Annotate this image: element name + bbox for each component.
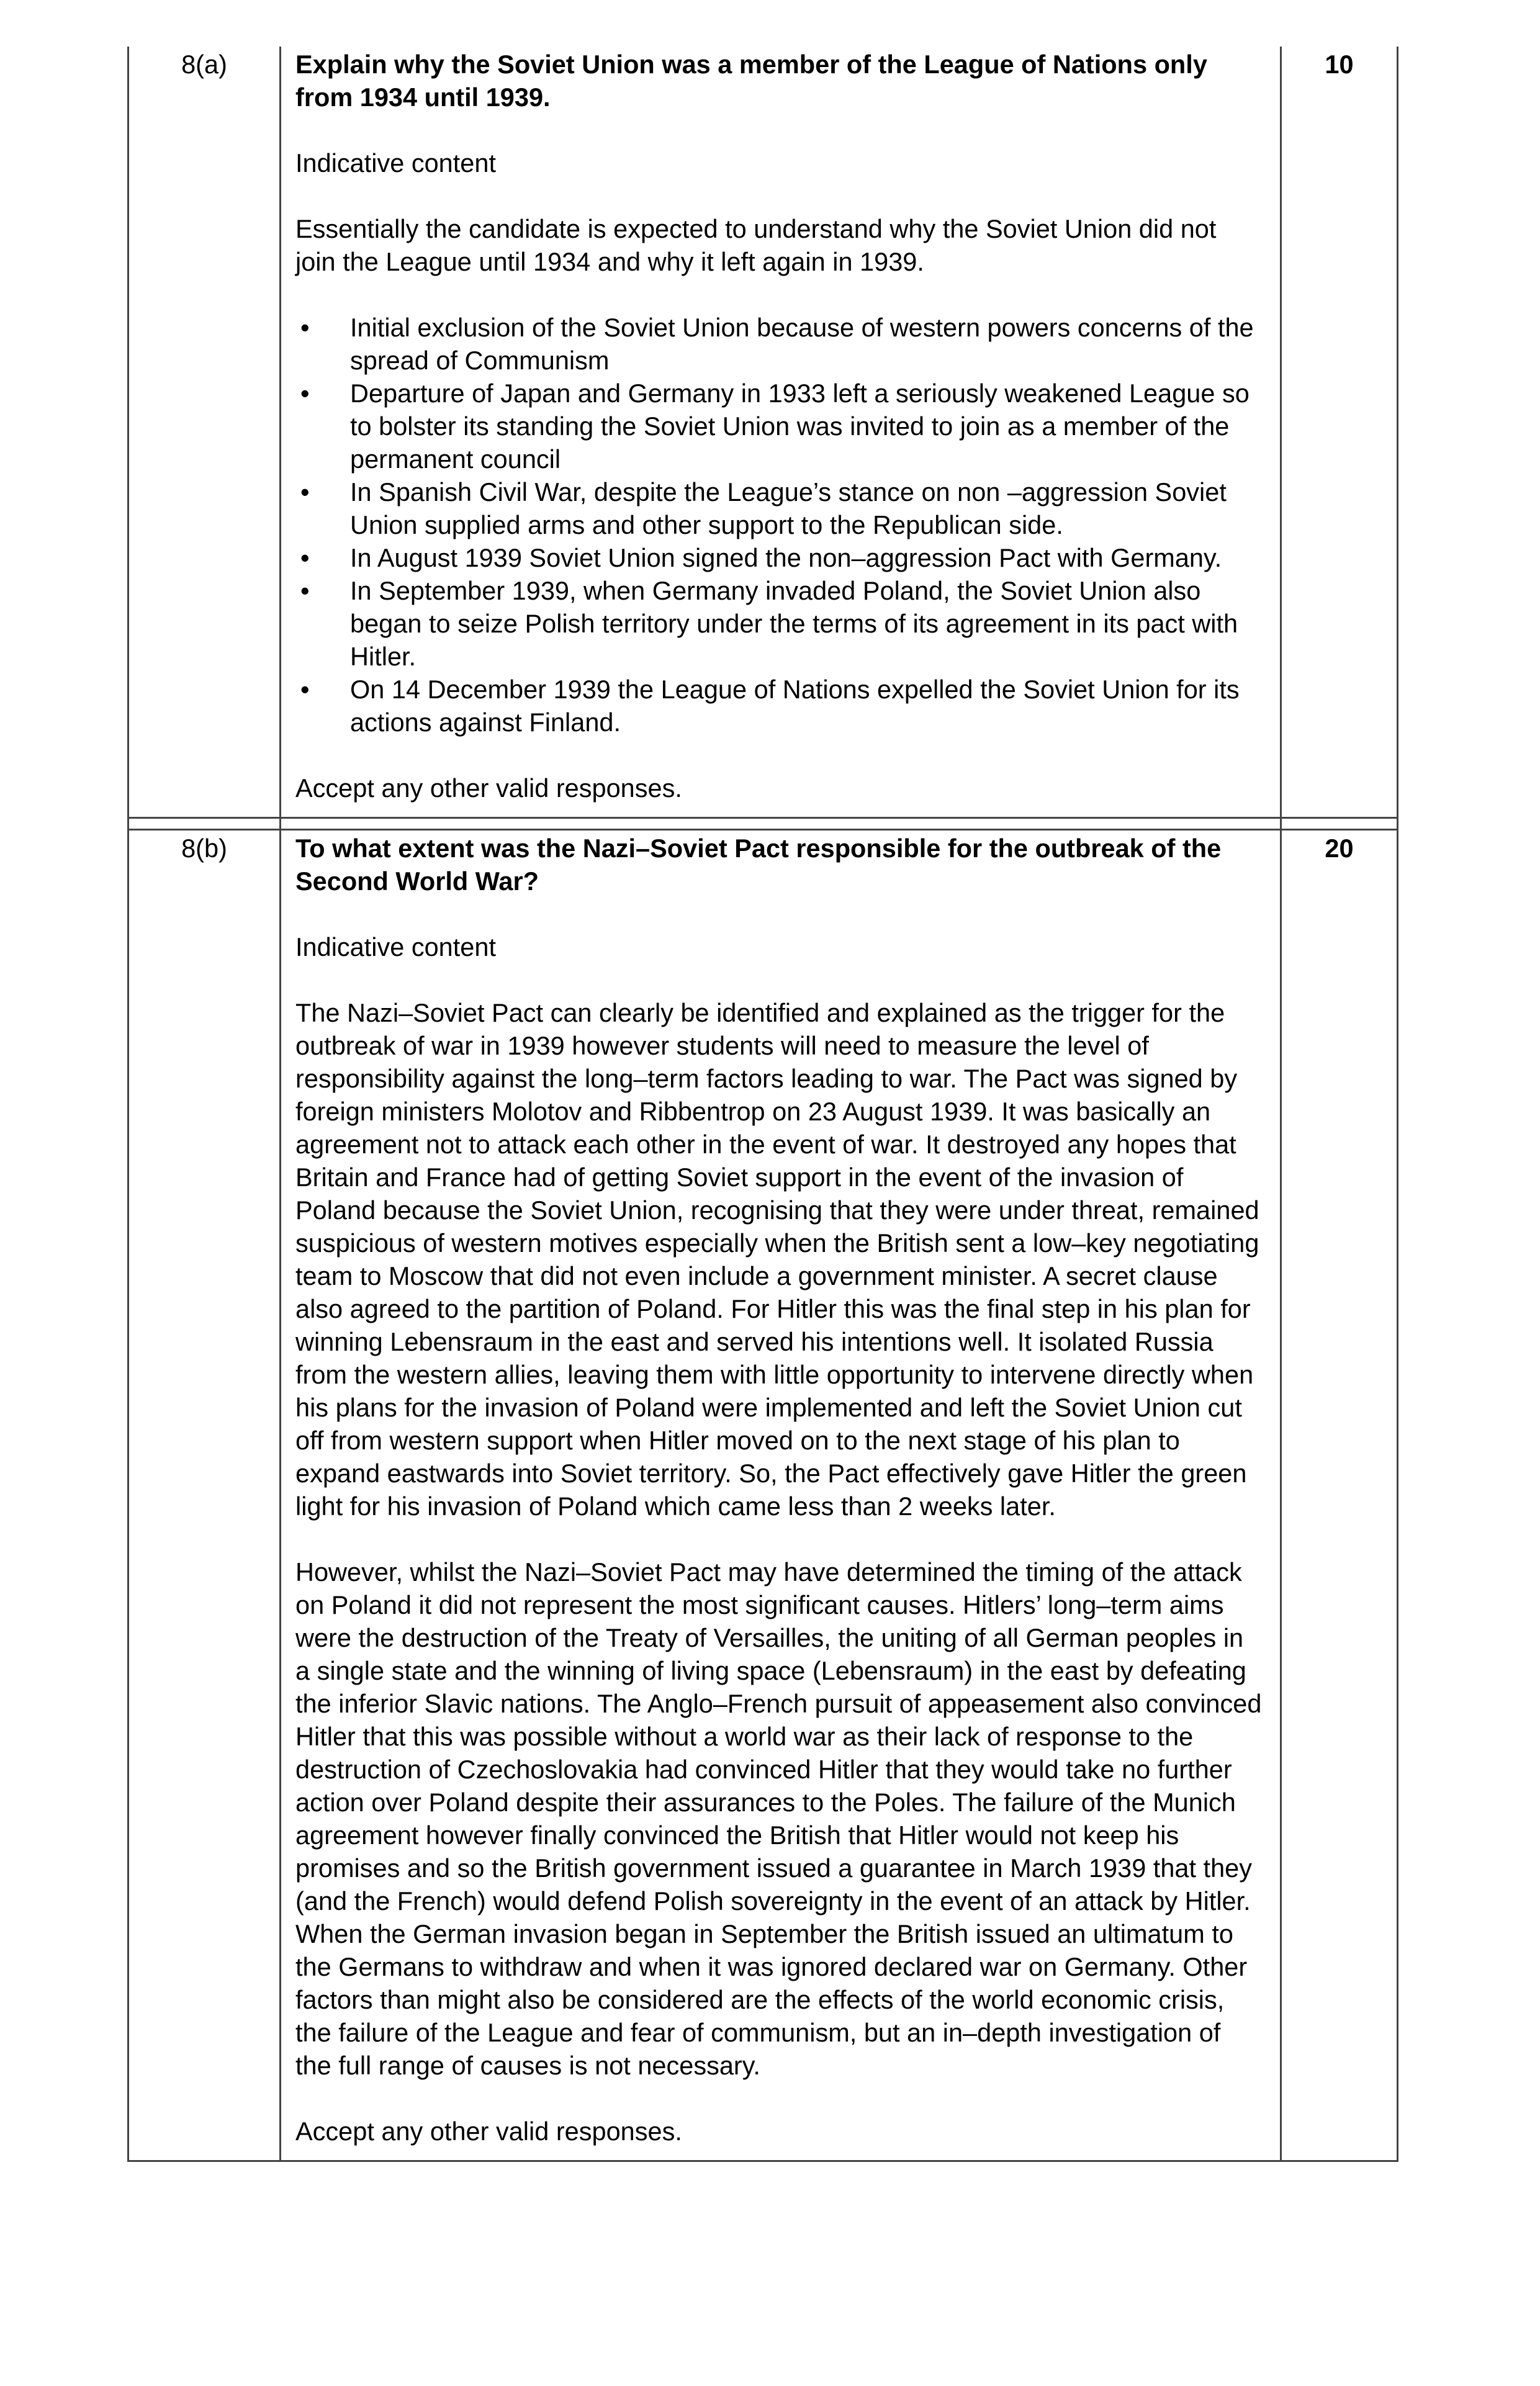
question-number: 8(b) <box>128 830 281 2161</box>
list-item: • Departure of Japan and Germany in 1933 left a seriously weakened League so to bolster its standing the Soviet Union was invited to join as a member of the permanent council <box>295 377 1263 475</box>
guidance-paragraph-2: However, whilst the Nazi–Soviet Pact may have determined the timing of the attack on Poland it did not represent the most significant causes. Hitlers’ long–term aims were the destruction of the Treaty of Versailles, the uniting of all German peoples in a single state and the winning of living space (Lebensraum) in the east by defeating the inferior Slavic nations. The Anglo–French pursuit of appeasement also convinced Hitler that this was possible without a world war as their lack of response to the destruction of Czechoslovakia had convinced Hitler that they would take no further action over Poland despite their assurances to the Poles. The failure of the Munich agreement however finally convinced the British that Hitler would not keep his promises and so the British government issued a guarantee in March 1939 that they (and the French) would defend Polish sovereignty in the event of an attack by Hitler. When the German invasion began in September the British issued an ultimatum to the Germans to withdraw and when it was ignored declared war on Germany. Other factors than might also be considered are the effects of the world economic crisis, the failure of the League and fear of communism, but an in–depth investigation of the full range of causes is not necessary. <box>295 1557 1262 2080</box>
question-text: To what extent was the Nazi–Soviet Pact responsible for the outbreak of the Second World War? <box>295 834 1222 896</box>
closing-note: Accept any other valid responses. <box>295 773 682 803</box>
answer-guidance <box>281 47 1281 818</box>
mark-scheme-page <box>127 47 1397 2162</box>
indicative-content-label: Indicative content <box>295 148 496 178</box>
list-item: • Initial exclusion of the Soviet Union because of western powers concerns of the spread of Communism <box>295 311 1263 377</box>
indicative-content-label: Indicative content <box>295 932 496 961</box>
row-separator <box>128 818 1398 830</box>
guidance-paragraph-1: The Nazi–Soviet Pact can clearly be identified and explained as the trigger for the outbreak of war in 1939 however students will need to measure the level of responsibility against the long–term factors leading to war. The Pact was signed by foreign ministers Molotov and Ribbentrop on 23 August 1939. It was basically an agreement not to attack each other in the event of war. It destroyed any hopes that Britain and France had of getting Soviet support in the event of the invasion of Poland because the Soviet Union, recognising that they were under threat, remained suspicious of western motives especially when the British sent a low–key negotiating team to Moscow that did not even include a government minister. A secret clause also agreed to the partition of Poland. For Hitler this was the final step in his plan for winning Lebensraum in the east and served his intentions well. It isolated Russia from the western allies, leaving them with little opportunity to intervene directly when his plans for the invasion of Poland were implemented and left the Soviet Union cut off from western support when Hitler moved on to the next stage of his plan to expand eastwards into Soviet territory. So, the Pact effectively gave Hitler the green light for his invasion of Poland which came less than 2 weeks later. <box>295 998 1259 1521</box>
question-row-8a <box>128 47 1398 818</box>
answer-guidance <box>281 830 1281 2161</box>
closing-note: Accept any other valid responses. <box>295 2117 682 2146</box>
question-text: Explain why the Soviet Union was a member of the League of Nations only from 1934 until 1939. <box>295 50 1207 112</box>
question-number: 8(a) <box>128 47 281 818</box>
marks-value: 20 <box>1281 830 1398 2161</box>
marks-value: 10 <box>1281 47 1398 818</box>
indicative-points-list <box>295 311 1263 739</box>
guidance-intro: Essentially the candidate is expected to understand why the Soviet Union did not join the League until 1934 and why it left again in 1939. <box>295 214 1217 276</box>
mark-scheme-table <box>127 47 1398 2162</box>
list-item: • In September 1939, when Germany invaded Poland, the Soviet Union also began to seize Polish territory under the terms of its agreement in its pact with Hitler. <box>295 574 1263 673</box>
list-item: • In Spanish Civil War, despite the League’s stance on non –aggression Soviet Union supplied arms and other support to the Republican side. <box>295 475 1263 541</box>
question-row-8b <box>128 830 1398 2161</box>
list-item: • In August 1939 Soviet Union signed the non–aggression Pact with Germany. <box>295 541 1263 574</box>
list-item: • On 14 December 1939 the League of Nations expelled the Soviet Union for its actions against Finland. <box>295 673 1263 739</box>
